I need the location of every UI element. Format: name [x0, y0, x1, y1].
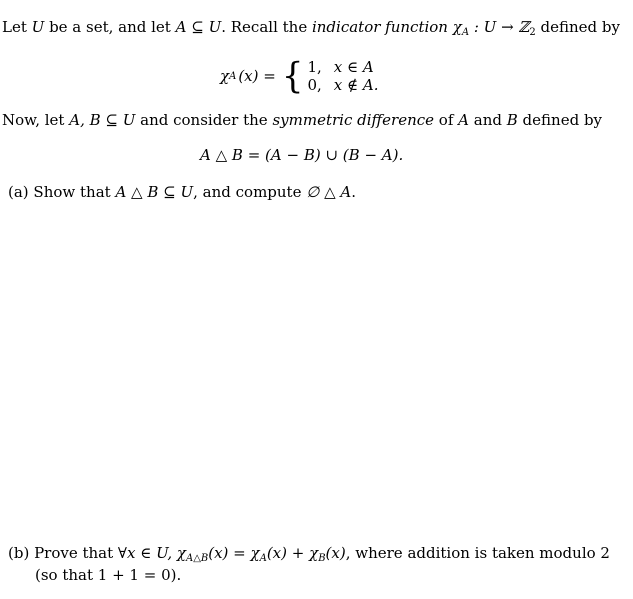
- part-a-math: ∅ △ A: [306, 183, 352, 201]
- case-value: 1,: [307, 58, 322, 76]
- symmetric-difference-formula: A △ B = (A − B) ∪ (B − A).: [200, 146, 404, 164]
- intro-text: be a set, and let: [44, 18, 176, 36]
- mapping: : U → ℤ: [469, 18, 530, 36]
- chi-subscript: B: [318, 553, 326, 564]
- part-a-math: A △ B ⊆ U: [115, 183, 194, 201]
- case-row: [307, 76, 378, 94]
- cases: [307, 58, 378, 94]
- chi-symbol: χ: [452, 18, 462, 36]
- set-B: B: [506, 111, 518, 129]
- z-subscript: 2: [529, 27, 536, 38]
- chi-subscript: A: [461, 27, 470, 38]
- intro-line: [2, 18, 620, 38]
- set-U: U: [31, 18, 45, 36]
- part-b-math: ∀x ∈ U, χ: [117, 544, 186, 562]
- part-b-line2: (so that 1 + 1 = 0).: [35, 566, 182, 584]
- part-a: [8, 183, 356, 201]
- indicator-function-term: indicator function: [311, 18, 448, 36]
- set-A: A: [458, 111, 469, 129]
- paragraph-text: and: [469, 111, 507, 129]
- set-vars: A, B ⊆ U: [69, 111, 136, 129]
- part-b-text: , where addition is taken modulo 2: [345, 544, 610, 562]
- part-b-text: Prove that: [29, 544, 118, 562]
- part-b-label: (b): [8, 544, 30, 562]
- chi-subscript: A: [229, 70, 237, 82]
- set-A: A: [175, 18, 187, 36]
- part-b-math: (x) = χ: [208, 544, 260, 562]
- case-condition: x ∈ A: [333, 58, 374, 76]
- set-U: U: [208, 18, 222, 36]
- paragraph-text: of: [434, 111, 459, 129]
- paragraph-text: and consider the: [135, 111, 273, 129]
- part-a-text: , and compute: [193, 183, 307, 201]
- symmetric-difference-term: symmetric difference: [272, 111, 435, 129]
- part-a-text: .: [351, 183, 356, 201]
- indicator-definition: [220, 55, 379, 97]
- intro-text: Let: [2, 18, 32, 36]
- part-b-math: (x): [325, 544, 346, 562]
- part-b-math: (x) + χ: [266, 544, 319, 562]
- chi-subscript: A△B: [185, 553, 209, 564]
- paragraph-text: defined by: [517, 111, 603, 129]
- part-b: [8, 544, 610, 564]
- case-value: 0,: [307, 76, 322, 94]
- part-a-text: Show that: [28, 183, 116, 201]
- left-brace: {: [281, 55, 304, 97]
- second-paragraph: [2, 111, 602, 129]
- part-a-label: (a): [8, 183, 29, 201]
- definition-lhs: (x) =: [238, 67, 276, 85]
- chi-subscript: A: [259, 553, 267, 564]
- intro-text: . Recall the: [221, 18, 312, 36]
- case-condition: x ∉ A.: [333, 76, 379, 94]
- intro-text: defined by: [535, 18, 620, 36]
- chi-symbol: χ: [220, 67, 230, 85]
- subset-symbol: ⊆: [186, 18, 209, 36]
- case-row: [307, 58, 378, 76]
- paragraph-text: Now, let: [2, 111, 70, 129]
